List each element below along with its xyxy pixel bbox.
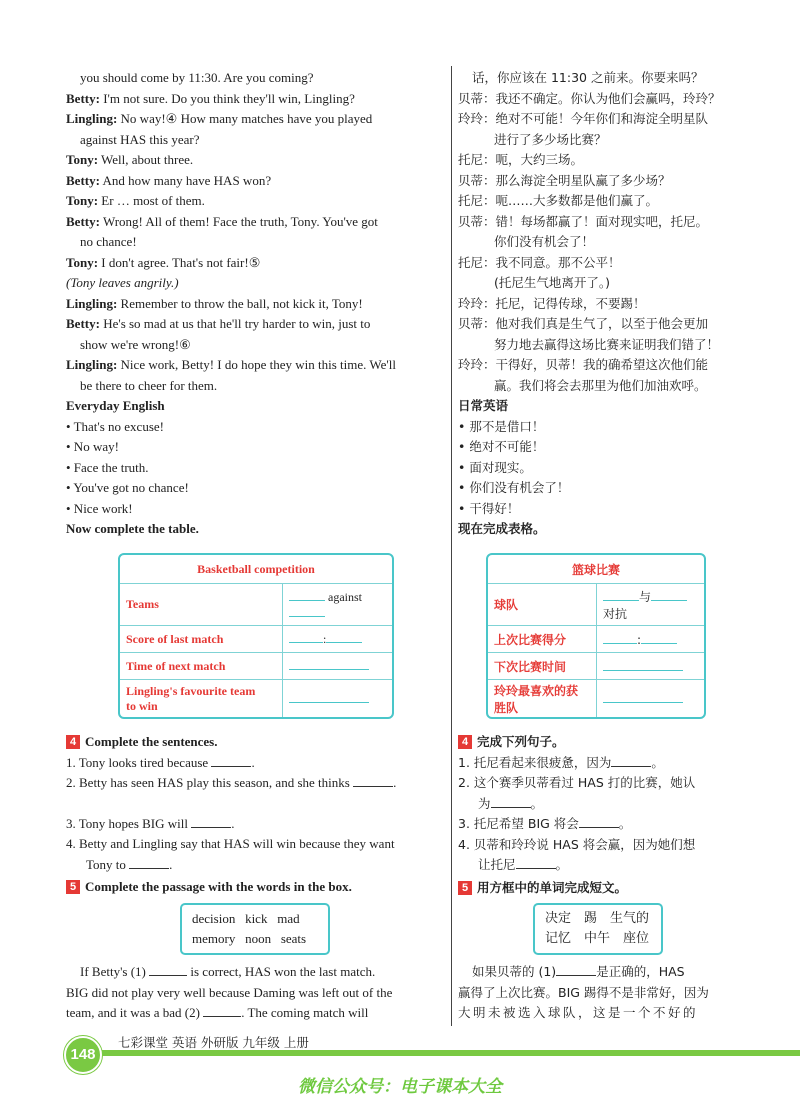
section-number: 5 bbox=[458, 881, 472, 895]
dialogue-line: 托尼：呃，大约三场。 bbox=[458, 152, 584, 167]
dialogue-line: 你们没有机会了！ bbox=[494, 234, 595, 249]
page-number: 148 bbox=[64, 1036, 102, 1074]
score-cell[interactable]: : bbox=[283, 625, 392, 652]
dialogue-line: Tony: I don't agree. That's not fair!⑤ bbox=[66, 254, 261, 270]
dialogue-line: no chance! bbox=[80, 234, 137, 249]
exercise-item: 让托尼 。 bbox=[478, 857, 569, 872]
exercise-item: 为 。 bbox=[478, 795, 544, 811]
dialogue-line: Lingling: Nice work, Betty! I do hope they win this time. We'll bbox=[66, 357, 396, 372]
speaker: Betty: bbox=[66, 90, 100, 106]
everyday-english-title: Everyday English bbox=[66, 398, 165, 413]
section-number: 4 bbox=[66, 735, 80, 749]
answer-blank[interactable] bbox=[353, 774, 393, 787]
dialogue-line: Betty: And how many have HAS won? bbox=[66, 172, 272, 188]
dialogue-line: against HAS this year? bbox=[80, 131, 200, 147]
teams-cell[interactable]: 与 对抗 bbox=[597, 583, 704, 625]
exercise-item: 2. 这个赛季贝蒂看过 HAS 打的比赛，她认 bbox=[458, 775, 696, 790]
dialogue-line: Betty: He's so mad at us that he'll try harder to win, just to bbox=[66, 316, 371, 331]
list-item: • You've got no chance! bbox=[66, 480, 189, 495]
word-box: decision kick mad memory noon seats bbox=[180, 903, 330, 955]
table-row-label: Time of next match bbox=[120, 652, 283, 679]
answer-blank[interactable] bbox=[289, 605, 325, 617]
table-row-label: 玲玲最喜欢的获 胜队 bbox=[488, 679, 597, 717]
section-5-heading: 5 Complete the passage with the words in the box. bbox=[66, 877, 446, 898]
dialogue-line: Lingling: No way!④ How many matches have you played bbox=[66, 111, 373, 126]
time-cell[interactable] bbox=[597, 652, 704, 679]
exercise-item: Tony to . bbox=[86, 856, 173, 872]
dialogue-line: Lingling: Remember to throw the ball, not kick it, Tony! bbox=[66, 295, 363, 311]
table-title: Basketball competition bbox=[197, 561, 315, 576]
answer-blank[interactable] bbox=[289, 631, 323, 643]
answer-blank[interactable] bbox=[611, 754, 651, 767]
passage-line: BIG did not play very well because Daming was left out of the bbox=[66, 984, 393, 1000]
dialogue-line: 玲玲：绝对不可能！今年你们和海淀全明星队 bbox=[458, 111, 709, 126]
stage-direction: (Tony leaves angrily.) bbox=[66, 275, 179, 290]
dialogue-line: Tony: Well, about three. bbox=[66, 152, 194, 167]
table-instruction: 现在完成表格。 bbox=[458, 521, 546, 536]
dialogue-line: 贝蒂：错！每场都赢了！面对现实吧，托尼。 bbox=[458, 213, 709, 229]
time-cell[interactable] bbox=[283, 652, 392, 679]
section-4-heading: 4 Complete the sentences. bbox=[66, 732, 446, 753]
dialogue-line: be there to cheer for them. bbox=[80, 377, 218, 393]
section-4-heading: 4 完成下列句子。 bbox=[458, 732, 736, 753]
favourite-team-cell[interactable] bbox=[283, 679, 392, 717]
answer-blank[interactable] bbox=[603, 632, 637, 644]
answer-blank[interactable] bbox=[203, 1004, 241, 1017]
table-row-label: Teams bbox=[120, 583, 283, 625]
book-title: 七彩课堂 英语 外研版 九年级 上册 bbox=[118, 1035, 309, 1050]
speaker: Lingling: bbox=[66, 357, 118, 372]
english-column bbox=[66, 68, 446, 540]
exercise-item: 3. Tony hopes BIG will . bbox=[66, 815, 235, 831]
dialogue-line: 赢。我们将会去那里为他们加油欢呼。 bbox=[494, 377, 707, 393]
section-5-heading: 5 用方框中的单词完成短文。 bbox=[458, 878, 736, 899]
table-row-label: Score of last match bbox=[120, 625, 283, 652]
watermark: 微信公众号：电子课本大全 bbox=[298, 1077, 502, 1097]
section-number: 4 bbox=[458, 735, 472, 749]
dialogue-line: 贝蒂：我还不确定。你认为他们会赢吗，玲玲？ bbox=[458, 90, 721, 106]
exercise-item: 1. 托尼看起来很疲惫，因为 。 bbox=[458, 754, 664, 770]
list-item: • No way! bbox=[66, 439, 119, 454]
answer-blank[interactable] bbox=[516, 856, 556, 869]
chinese-column bbox=[458, 68, 736, 540]
exercise-item: 1. Tony looks tired because . bbox=[66, 754, 255, 770]
answer-blank[interactable] bbox=[579, 815, 619, 828]
table-title: 篮球比赛 bbox=[571, 562, 620, 577]
score-cell[interactable]: : bbox=[597, 625, 704, 652]
dialogue-line: 话，你应该在 11:30 之前来。你要来吗？ bbox=[472, 70, 704, 85]
dialogue-line: 玲玲：干得好，贝蒂！我的确希望这次他们能 bbox=[458, 357, 709, 372]
dialogue-line: Tony: Er … most of them. bbox=[66, 193, 205, 208]
table-row-label: 球队 bbox=[488, 583, 597, 625]
list-item: • 面对现实。 bbox=[458, 459, 532, 475]
list-item: • 绝对不可能！ bbox=[458, 439, 545, 454]
exercise-item: 2. Betty has seen HAS play this season, and she thinks . bbox=[66, 775, 397, 790]
exercise-item: 4. Betty and Lingling say that HAS will win because they want bbox=[66, 836, 395, 851]
chinese-exercises bbox=[458, 730, 736, 898]
dialogue-line: show we're wrong!⑥ bbox=[80, 336, 191, 352]
table-instruction: Now complete the table. bbox=[66, 521, 199, 536]
dialogue-line: Betty: Wrong! All of them! Face the truth, Tony. You've got bbox=[66, 213, 378, 229]
everyday-english-list bbox=[66, 417, 446, 520]
dialogue-line: 玲玲：托尼，记得传球，不要踢！ bbox=[458, 295, 646, 311]
passage-line: 赢得了上次比赛。BIG 踢得不是非常好，因为 bbox=[458, 984, 709, 1000]
table-row-label: Lingling's favourite team to win bbox=[120, 679, 283, 717]
speaker: Lingling: bbox=[66, 295, 118, 311]
passage-line: 如果贝蒂的 (1) 是正确的，HAS bbox=[472, 964, 685, 979]
answer-blank[interactable] bbox=[191, 815, 231, 828]
speaker: Tony: bbox=[66, 152, 99, 167]
column-divider bbox=[451, 66, 452, 1026]
english-exercises bbox=[66, 730, 446, 898]
answer-blank[interactable] bbox=[603, 589, 639, 601]
answer-blank[interactable] bbox=[556, 963, 596, 976]
page-footer bbox=[0, 1028, 800, 1072]
favourite-team-cell[interactable] bbox=[597, 679, 704, 717]
basketball-competition-table-zh bbox=[486, 553, 706, 719]
dialogue-line: 进行了多少场比赛？ bbox=[494, 131, 607, 147]
dialogue-line: 托尼：呃……大多数都是他们赢了。 bbox=[458, 193, 659, 208]
answer-blank[interactable] bbox=[603, 659, 683, 671]
list-item: • Face the truth. bbox=[66, 459, 149, 475]
spacer bbox=[66, 794, 446, 814]
answer-blank[interactable] bbox=[603, 691, 683, 703]
list-item: • 那不是借口！ bbox=[458, 418, 545, 434]
dialogue-line: 托尼：我不同意。那不公平！ bbox=[458, 254, 621, 270]
speaker: Betty: bbox=[66, 213, 100, 229]
chinese-passage bbox=[458, 962, 736, 1024]
dialogue-line: 努力地去赢得这场比赛来证明我们错了！ bbox=[494, 336, 720, 352]
english-passage bbox=[66, 962, 446, 1024]
stage-direction: (托尼生气地离开了。) bbox=[494, 275, 611, 290]
dialogue-line: 贝蒂：他对我们真是生气了，以至于他会更加 bbox=[458, 316, 709, 331]
dialogue bbox=[66, 68, 446, 396]
answer-blank[interactable] bbox=[289, 589, 325, 601]
dialogue-line: you should come by 11:30. Are you coming? bbox=[80, 70, 314, 85]
list-item: • 你们没有机会了！ bbox=[458, 480, 570, 495]
speaker: Tony: bbox=[66, 193, 99, 208]
section-number: 5 bbox=[66, 880, 80, 894]
dialogue-line: 贝蒂：那么海淀全明星队赢了多少场？ bbox=[458, 172, 671, 188]
word-box-zh: 决定 踢 生气的 记忆 中午 座位 bbox=[533, 903, 663, 955]
answer-blank[interactable] bbox=[289, 658, 369, 670]
answer-blank[interactable] bbox=[149, 963, 187, 976]
passage-line: 大明未被选入球队，这是一个不好的 bbox=[458, 1005, 699, 1020]
dialogue-line: Betty: I'm not sure. Do you think they'll win, Lingling? bbox=[66, 90, 355, 106]
teams-cell[interactable]: against bbox=[283, 583, 392, 625]
answer-blank[interactable] bbox=[129, 856, 169, 869]
everyday-english-title: 日常英语 bbox=[458, 398, 509, 413]
exercise-item: 3. 托尼希望 BIG 将会 。 bbox=[458, 816, 632, 831]
answer-blank[interactable] bbox=[326, 631, 362, 643]
list-item: • That's no excuse! bbox=[66, 418, 164, 434]
answer-blank[interactable] bbox=[491, 795, 531, 808]
exercise-item: 4. 贝蒂和玲玲说 HAS 将会赢，因为她们想 bbox=[458, 836, 696, 852]
answer-blank[interactable] bbox=[641, 632, 677, 644]
table-row-label: 上次比赛得分 bbox=[488, 625, 597, 652]
passage-line: team, and it was a bad (2) . The coming match will bbox=[66, 1005, 369, 1020]
passage-line: If Betty's (1) is correct, HAS won the last match. bbox=[80, 964, 376, 979]
basketball-competition-table bbox=[118, 553, 394, 719]
answer-blank[interactable] bbox=[289, 691, 369, 703]
table-row-label: 下次比赛时间 bbox=[488, 652, 597, 679]
answer-blank[interactable] bbox=[651, 589, 687, 601]
speaker: Betty: bbox=[66, 172, 100, 188]
list-item: • 干得好！ bbox=[458, 500, 520, 516]
speaker: Tony: bbox=[66, 254, 99, 270]
list-item: • Nice work! bbox=[66, 500, 133, 516]
speaker: Betty: bbox=[66, 316, 100, 331]
speaker: Lingling: bbox=[66, 111, 118, 126]
answer-blank[interactable] bbox=[211, 754, 251, 767]
